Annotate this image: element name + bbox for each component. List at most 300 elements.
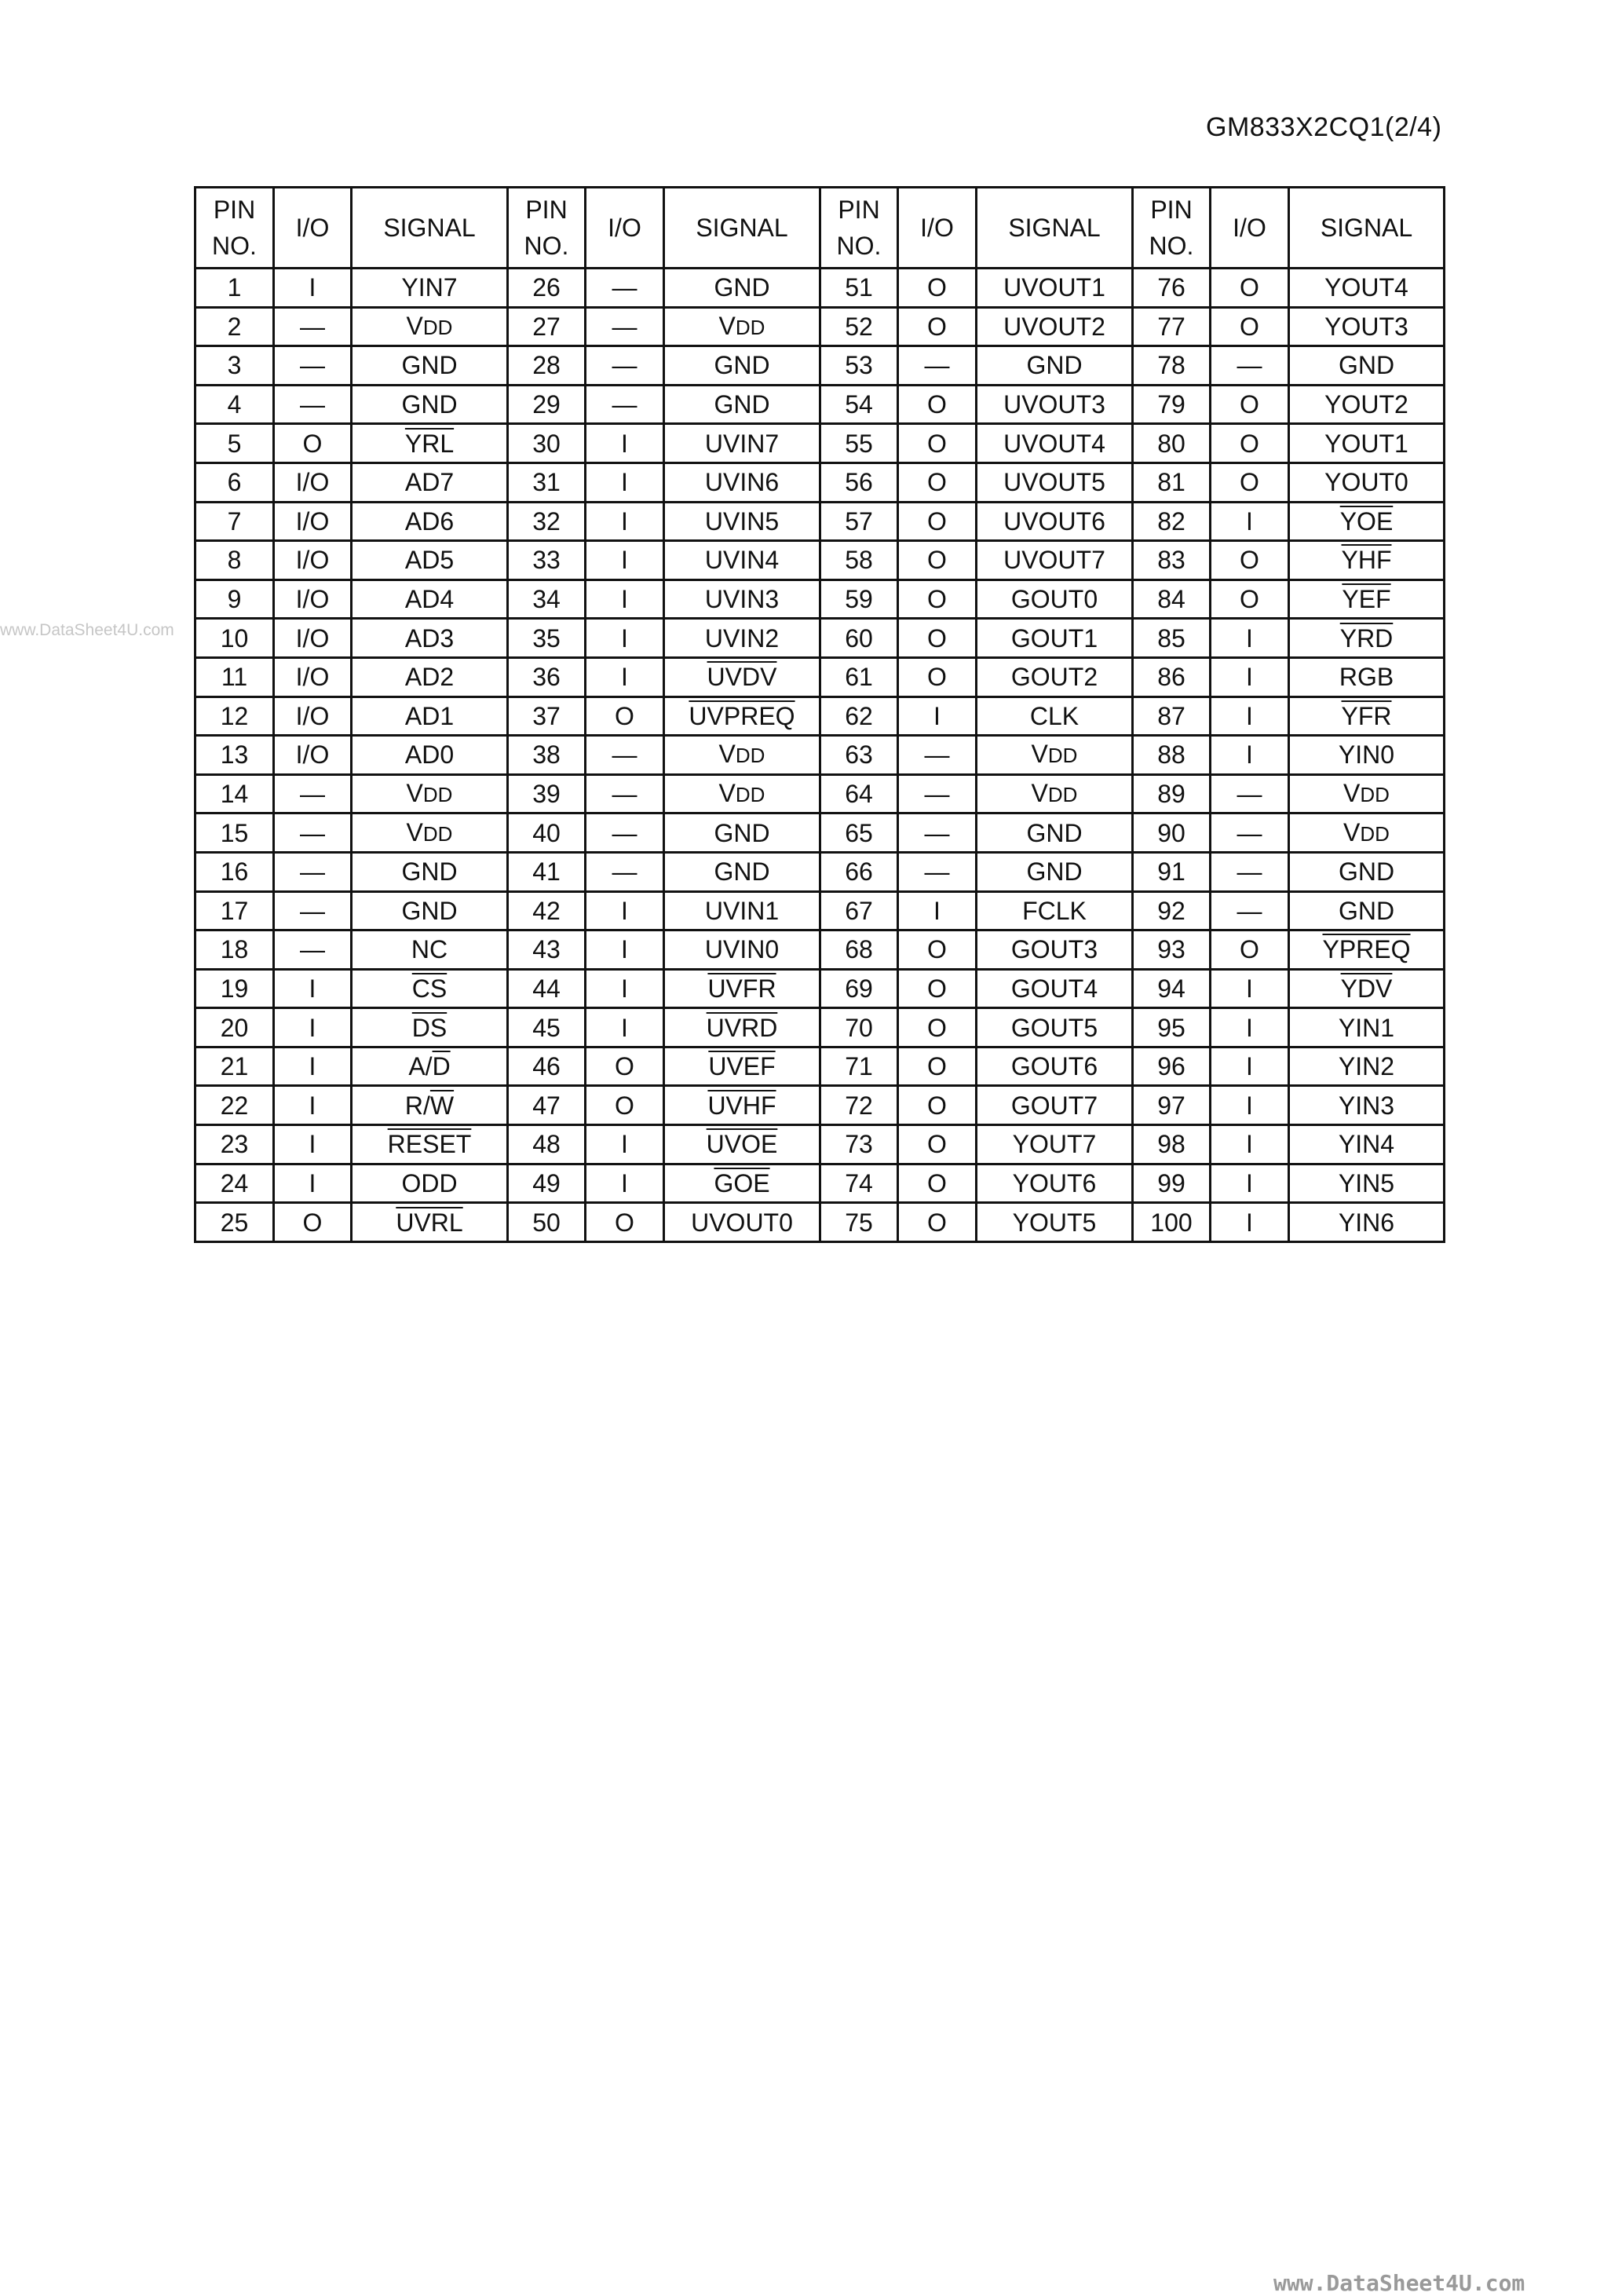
signal-name-cell <box>352 891 508 930</box>
signal-text: UVIN3 <box>704 585 780 614</box>
signal-name-cell <box>977 619 1133 658</box>
signal-text: GND <box>401 351 458 380</box>
signal-name-cell <box>977 1203 1133 1242</box>
signal-name-cell <box>1289 462 1445 502</box>
io-direction-cell: I <box>274 269 352 308</box>
io-direction-cell: O <box>898 969 977 1008</box>
signal-text: GND <box>714 390 770 419</box>
io-direction-cell: — <box>274 813 352 853</box>
pin-number-cell: 75 <box>820 1203 898 1242</box>
signal-name-cell: VDD <box>352 813 508 853</box>
signal-name-cell <box>977 852 1133 891</box>
signal-text: GOUT6 <box>1010 1052 1098 1081</box>
pin-number-cell: 73 <box>820 1125 898 1164</box>
signal-name-cell <box>664 619 820 658</box>
table-row <box>195 1125 1445 1164</box>
pin-number-cell: 90 <box>1133 813 1211 853</box>
signal-name-cell <box>664 385 820 424</box>
signal-text: AD3 <box>404 623 455 653</box>
signal-text: UVIN0 <box>704 935 780 964</box>
signal-text: YIN5 <box>1338 1168 1395 1197</box>
header-io: I/O <box>1211 188 1289 269</box>
pin-number-cell: 76 <box>1133 269 1211 308</box>
active-low-signal: UVOE <box>706 1130 778 1159</box>
io-direction-cell: I <box>586 1125 664 1164</box>
pin-number-cell: 12 <box>195 696 274 736</box>
io-direction-cell: I <box>586 930 664 970</box>
pin-number-cell: 69 <box>820 969 898 1008</box>
active-low-signal: YPREQ <box>1322 935 1411 964</box>
io-direction-cell: I <box>274 1164 352 1203</box>
signal-text: YOUT6 <box>1012 1168 1097 1197</box>
side-watermark: www.DataSheet4U.com <box>0 621 174 639</box>
signal-text: YOUT5 <box>1012 1208 1097 1237</box>
pin-number-cell: 48 <box>508 1125 586 1164</box>
signal-text: GND <box>1338 351 1395 380</box>
signal-text: UVIN7 <box>704 429 780 458</box>
io-direction-cell: O <box>1211 269 1289 308</box>
pin-number-cell: 22 <box>195 1086 274 1125</box>
pin-number-cell: 92 <box>1133 891 1211 930</box>
io-direction-cell: I <box>586 579 664 619</box>
io-direction-cell: O <box>898 269 977 308</box>
pin-number-cell: 21 <box>195 1047 274 1086</box>
pin-number-cell: 41 <box>508 852 586 891</box>
signal-text: YIN1 <box>1338 1013 1395 1042</box>
signal-text: UVOUT0 <box>691 1208 793 1237</box>
io-direction-cell: — <box>586 385 664 424</box>
io-direction-cell: I <box>586 891 664 930</box>
table-row <box>195 619 1445 658</box>
pin-number-cell: 5 <box>195 424 274 463</box>
io-direction-cell: I <box>586 969 664 1008</box>
io-direction-cell: I <box>586 502 664 541</box>
pin-number-cell: 39 <box>508 774 586 813</box>
signal-name-cell <box>664 1086 820 1125</box>
io-direction-cell: — <box>586 269 664 308</box>
signal-text: AD1 <box>404 701 455 730</box>
signal-part-active-low: $\overline{W}$ <box>429 1091 455 1120</box>
io-direction-cell: I <box>898 696 977 736</box>
io-direction-cell: O <box>274 424 352 463</box>
table-row <box>195 969 1445 1008</box>
signal-name-cell <box>1289 619 1445 658</box>
pin-number-cell: 53 <box>820 346 898 386</box>
signal-part: A/ <box>408 1052 433 1081</box>
pin-number-cell: 6 <box>195 462 274 502</box>
signal-text: UVOUT2 <box>1003 312 1105 341</box>
signal-name-cell <box>352 1164 508 1203</box>
pin-number-cell: 86 <box>1133 657 1211 696</box>
io-direction-cell: O <box>586 1047 664 1086</box>
table-row <box>195 1008 1445 1047</box>
signal-text: YIN3 <box>1338 1091 1395 1120</box>
pin-number-cell: 61 <box>820 657 898 696</box>
active-low-signal: UVFR <box>707 974 776 1003</box>
pin-number-cell: 15 <box>195 813 274 853</box>
signal-name-cell <box>1289 657 1445 696</box>
signal-name-cell <box>1289 891 1445 930</box>
signal-name-cell <box>1289 502 1445 541</box>
pin-number-cell: 60 <box>820 619 898 658</box>
pin-number-cell: 45 <box>508 1008 586 1047</box>
signal-text: GND <box>1338 857 1395 887</box>
signal-text: GOUT5 <box>1010 1013 1098 1042</box>
signal-name-cell: VDD <box>977 774 1133 813</box>
signal-text: UVOUT7 <box>1003 546 1105 575</box>
table-row <box>195 541 1445 580</box>
signal-name-cell <box>352 619 508 658</box>
signal-name-cell <box>352 1125 508 1164</box>
signal-name-cell <box>352 346 508 386</box>
pin-number-cell: 66 <box>820 852 898 891</box>
pin-number-cell: 74 <box>820 1164 898 1203</box>
pin-number-cell: 67 <box>820 891 898 930</box>
pin-number-cell: 88 <box>1133 736 1211 775</box>
signal-name-cell <box>352 579 508 619</box>
active-low-signal: UVDV <box>707 663 777 692</box>
io-direction-cell: O <box>898 1125 977 1164</box>
table-row <box>195 852 1445 891</box>
io-direction-cell: O <box>898 424 977 463</box>
header-pin-no: PIN NO. <box>820 188 898 269</box>
signal-name-cell <box>977 1047 1133 1086</box>
pin-number-cell: 78 <box>1133 346 1211 386</box>
header-io: I/O <box>274 188 352 269</box>
io-direction-cell: — <box>1211 346 1289 386</box>
signal-part: R/ <box>404 1091 430 1120</box>
pin-number-cell: 10 <box>195 619 274 658</box>
signal-name-cell <box>977 930 1133 970</box>
signal-name-cell <box>664 930 820 970</box>
signal-text: GND <box>401 390 458 419</box>
signal-name-cell <box>1289 269 1445 308</box>
pin-number-cell: 4 <box>195 385 274 424</box>
io-direction-cell: — <box>274 774 352 813</box>
signal-text: UVOUT6 <box>1003 506 1105 536</box>
pin-number-cell: 28 <box>508 346 586 386</box>
signal-text: RGB <box>1339 663 1394 692</box>
signal-name-cell <box>1289 346 1445 386</box>
signal-name-cell <box>664 424 820 463</box>
io-direction-cell: O <box>274 1203 352 1242</box>
io-direction-cell: O <box>1211 385 1289 424</box>
pin-number-cell: 87 <box>1133 696 1211 736</box>
signal-name-cell <box>352 1047 508 1086</box>
io-direction-cell: I <box>586 541 664 580</box>
signal-name-cell <box>1289 1164 1445 1203</box>
io-direction-cell: I/O <box>274 657 352 696</box>
io-direction-cell: I/O <box>274 462 352 502</box>
pin-number-cell: 37 <box>508 696 586 736</box>
pin-number-cell: 79 <box>1133 385 1211 424</box>
signal-text: AD7 <box>404 468 455 497</box>
pin-number-cell: 31 <box>508 462 586 502</box>
pin-number-cell: 56 <box>820 462 898 502</box>
signal-name-cell <box>352 736 508 775</box>
io-direction-cell: I <box>1211 1047 1289 1086</box>
pin-number-cell: 47 <box>508 1086 586 1125</box>
signal-name-cell <box>1289 579 1445 619</box>
signal-text: GND <box>1026 857 1083 887</box>
io-direction-cell: I <box>1211 1125 1289 1164</box>
table-row <box>195 774 1445 813</box>
io-direction-cell: O <box>898 1047 977 1086</box>
table-row <box>195 696 1445 736</box>
io-direction-cell: O <box>898 1164 977 1203</box>
pin-number-cell: 11 <box>195 657 274 696</box>
signal-text: GND <box>714 273 770 302</box>
io-direction-cell: — <box>586 852 664 891</box>
signal-name-cell <box>977 502 1133 541</box>
signal-text: GND <box>714 351 770 380</box>
signal-name-cell <box>352 930 508 970</box>
io-direction-cell: I <box>586 424 664 463</box>
pin-number-cell: 98 <box>1133 1125 1211 1164</box>
io-direction-cell: I <box>1211 696 1289 736</box>
signal-text: GND <box>1026 351 1083 380</box>
header-pin-no: PIN NO. <box>195 188 274 269</box>
pin-number-cell: 70 <box>820 1008 898 1047</box>
table-row <box>195 502 1445 541</box>
table-row <box>195 657 1445 696</box>
active-low-signal: $\overline{YDV}$ <box>1340 974 1393 1003</box>
io-direction-cell: I <box>586 657 664 696</box>
pin-number-cell: 52 <box>820 307 898 346</box>
active-low-signal: $\overline{YFR}$ <box>1341 701 1392 730</box>
active-low-signal: UVPREQ <box>689 701 795 730</box>
io-direction-cell: I <box>898 891 977 930</box>
signal-name-cell: VDD <box>352 774 508 813</box>
signal-text: GOUT1 <box>1010 623 1098 653</box>
active-low-signal: $\overline{YEF}$ <box>1342 585 1391 614</box>
io-direction-cell: — <box>898 852 977 891</box>
io-direction-cell: — <box>1211 852 1289 891</box>
pin-number-cell: 23 <box>195 1125 274 1164</box>
pin-number-cell: 34 <box>508 579 586 619</box>
signal-name-cell <box>352 424 508 463</box>
io-direction-cell: I/O <box>274 541 352 580</box>
signal-name-cell <box>1289 736 1445 775</box>
io-direction-cell: — <box>586 774 664 813</box>
signal-text: AD2 <box>404 663 455 692</box>
signal-text: GND <box>1026 818 1083 847</box>
signal-text: YOUT2 <box>1324 390 1408 419</box>
signal-text: YOUT0 <box>1324 468 1408 497</box>
signal-name-cell <box>352 657 508 696</box>
active-low-signal: $\overline{DS}$ <box>411 1013 448 1042</box>
signal-name-cell <box>664 891 820 930</box>
document-id: GM833X2CQ1(2/4) <box>1206 112 1442 142</box>
pin-number-cell: 64 <box>820 774 898 813</box>
io-direction-cell: — <box>274 385 352 424</box>
signal-text: UVOUT4 <box>1003 429 1105 458</box>
signal-text: GOUT3 <box>1010 935 1098 964</box>
io-direction-cell: — <box>898 813 977 853</box>
io-direction-cell: I <box>1211 1203 1289 1242</box>
signal-name-cell <box>1289 541 1445 580</box>
signal-name-cell <box>977 696 1133 736</box>
pin-number-cell: 71 <box>820 1047 898 1086</box>
signal-text: YOUT7 <box>1012 1130 1097 1159</box>
pin-number-cell: 27 <box>508 307 586 346</box>
io-direction-cell: — <box>586 736 664 775</box>
io-direction-cell: I <box>1211 1086 1289 1125</box>
signal-text: GND <box>1338 896 1395 925</box>
pin-number-cell: 58 <box>820 541 898 580</box>
table-row <box>195 813 1445 853</box>
io-direction-cell: I <box>1211 502 1289 541</box>
io-direction-cell: I <box>274 1086 352 1125</box>
pin-number-cell: 94 <box>1133 969 1211 1008</box>
active-low-signal: RESET <box>387 1130 472 1159</box>
io-direction-cell: I <box>586 619 664 658</box>
pin-number-cell: 38 <box>508 736 586 775</box>
pin-number-cell: 19 <box>195 969 274 1008</box>
pin-number-cell: 63 <box>820 736 898 775</box>
pin-number-cell: 18 <box>195 930 274 970</box>
io-direction-cell: — <box>586 813 664 853</box>
pin-number-cell: 80 <box>1133 424 1211 463</box>
io-direction-cell: — <box>1211 891 1289 930</box>
signal-name-cell <box>352 1203 508 1242</box>
signal-name-cell <box>664 541 820 580</box>
pin-number-cell: 99 <box>1133 1164 1211 1203</box>
signal-text: YIN4 <box>1338 1130 1395 1159</box>
table-row <box>195 1164 1445 1203</box>
pin-number-cell: 81 <box>1133 462 1211 502</box>
io-direction-cell: O <box>898 657 977 696</box>
signal-name-cell <box>664 813 820 853</box>
pin-number-cell: 72 <box>820 1086 898 1125</box>
pin-number-cell: 1 <box>195 269 274 308</box>
signal-text: YIN6 <box>1338 1208 1395 1237</box>
io-direction-cell: — <box>898 774 977 813</box>
io-direction-cell: I/O <box>274 579 352 619</box>
pin-number-cell: 13 <box>195 736 274 775</box>
pin-number-cell: 100 <box>1133 1203 1211 1242</box>
pin-number-cell: 83 <box>1133 541 1211 580</box>
io-direction-cell: O <box>898 1203 977 1242</box>
header-pin-no: PIN NO. <box>1133 188 1211 269</box>
pin-number-cell: 43 <box>508 930 586 970</box>
signal-name-cell <box>977 541 1133 580</box>
active-low-signal: $\overline{YRD}$ <box>1339 623 1394 653</box>
io-direction-cell: O <box>586 696 664 736</box>
pin-table-body <box>195 269 1445 1242</box>
pin-number-cell: 35 <box>508 619 586 658</box>
signal-name-cell: VDD <box>1289 774 1445 813</box>
header-signal: SIGNAL <box>352 188 508 269</box>
active-low-signal: $\overline{YHF}$ <box>1341 546 1392 575</box>
io-direction-cell: I/O <box>274 619 352 658</box>
active-low-signal: $\overline{CS}$ <box>411 974 448 1003</box>
signal-text: UVIN4 <box>704 546 780 575</box>
signal-text: GND <box>714 818 770 847</box>
signal-text: AD4 <box>404 585 455 614</box>
io-direction-cell: O <box>898 1086 977 1125</box>
table-row <box>195 1086 1445 1125</box>
pin-number-cell: 42 <box>508 891 586 930</box>
signal-text: YIN2 <box>1338 1052 1395 1081</box>
header-signal: SIGNAL <box>1289 188 1445 269</box>
io-direction-cell: — <box>274 346 352 386</box>
io-direction-cell: O <box>898 541 977 580</box>
signal-name-cell <box>352 269 508 308</box>
signal-text: GOUT4 <box>1010 974 1098 1003</box>
signal-name-cell <box>664 1125 820 1164</box>
signal-text: UVOUT3 <box>1003 390 1105 419</box>
pin-number-cell: 14 <box>195 774 274 813</box>
pin-number-cell: 96 <box>1133 1047 1211 1086</box>
signal-name-cell <box>977 1125 1133 1164</box>
header-signal: SIGNAL <box>977 188 1133 269</box>
pin-number-cell: 77 <box>1133 307 1211 346</box>
pin-number-cell: 29 <box>508 385 586 424</box>
signal-text: UVOUT5 <box>1003 468 1105 497</box>
signal-text: YOUT1 <box>1324 429 1408 458</box>
io-direction-cell: I <box>1211 1008 1289 1047</box>
footer-watermark: www.DataSheet4U.com <box>1273 2270 1525 2296</box>
pin-number-cell: 51 <box>820 269 898 308</box>
header-io: I/O <box>586 188 664 269</box>
io-direction-cell: I <box>586 462 664 502</box>
pin-assignment-table <box>194 186 1445 1243</box>
signal-name-cell <box>664 657 820 696</box>
io-direction-cell: O <box>586 1203 664 1242</box>
pin-number-cell: 8 <box>195 541 274 580</box>
signal-text: FCLK <box>1022 896 1087 925</box>
active-low-signal: UVEF <box>708 1052 776 1081</box>
signal-text: ODD <box>401 1168 458 1197</box>
signal-name-cell <box>977 579 1133 619</box>
table-row <box>195 579 1445 619</box>
io-direction-cell: O <box>898 462 977 502</box>
signal-text: AD0 <box>404 740 455 770</box>
signal-name-cell <box>352 462 508 502</box>
pin-number-cell: 7 <box>195 502 274 541</box>
io-direction-cell: O <box>1211 579 1289 619</box>
signal-text: AD6 <box>404 506 455 536</box>
pin-number-cell: 20 <box>195 1008 274 1047</box>
signal-name-cell <box>352 1086 508 1125</box>
header-pin-no: PIN NO. <box>508 188 586 269</box>
signal-text: GOUT7 <box>1010 1091 1098 1120</box>
signal-name-cell <box>1289 385 1445 424</box>
signal-name-cell: VDD <box>1289 813 1445 853</box>
signal-text: YIN7 <box>401 273 458 302</box>
table-header-row <box>195 188 1445 269</box>
io-direction-cell: O <box>898 502 977 541</box>
io-direction-cell: I <box>274 1125 352 1164</box>
signal-name-cell <box>977 1164 1133 1203</box>
signal-text: GND <box>401 857 458 887</box>
signal-name-cell <box>352 852 508 891</box>
signal-name-cell <box>977 307 1133 346</box>
io-direction-cell: O <box>1211 424 1289 463</box>
pin-number-cell: 93 <box>1133 930 1211 970</box>
io-direction-cell: I <box>274 1047 352 1086</box>
signal-text: YOUT4 <box>1324 273 1408 302</box>
io-direction-cell: O <box>586 1086 664 1125</box>
active-low-signal: $\overline{YRL}$ <box>404 429 455 458</box>
signal-name-cell <box>1289 1125 1445 1164</box>
table-row <box>195 1047 1445 1086</box>
signal-name-cell <box>1289 852 1445 891</box>
io-direction-cell: — <box>1211 813 1289 853</box>
signal-text: UVOUT1 <box>1003 273 1105 302</box>
signal-name-cell <box>664 852 820 891</box>
